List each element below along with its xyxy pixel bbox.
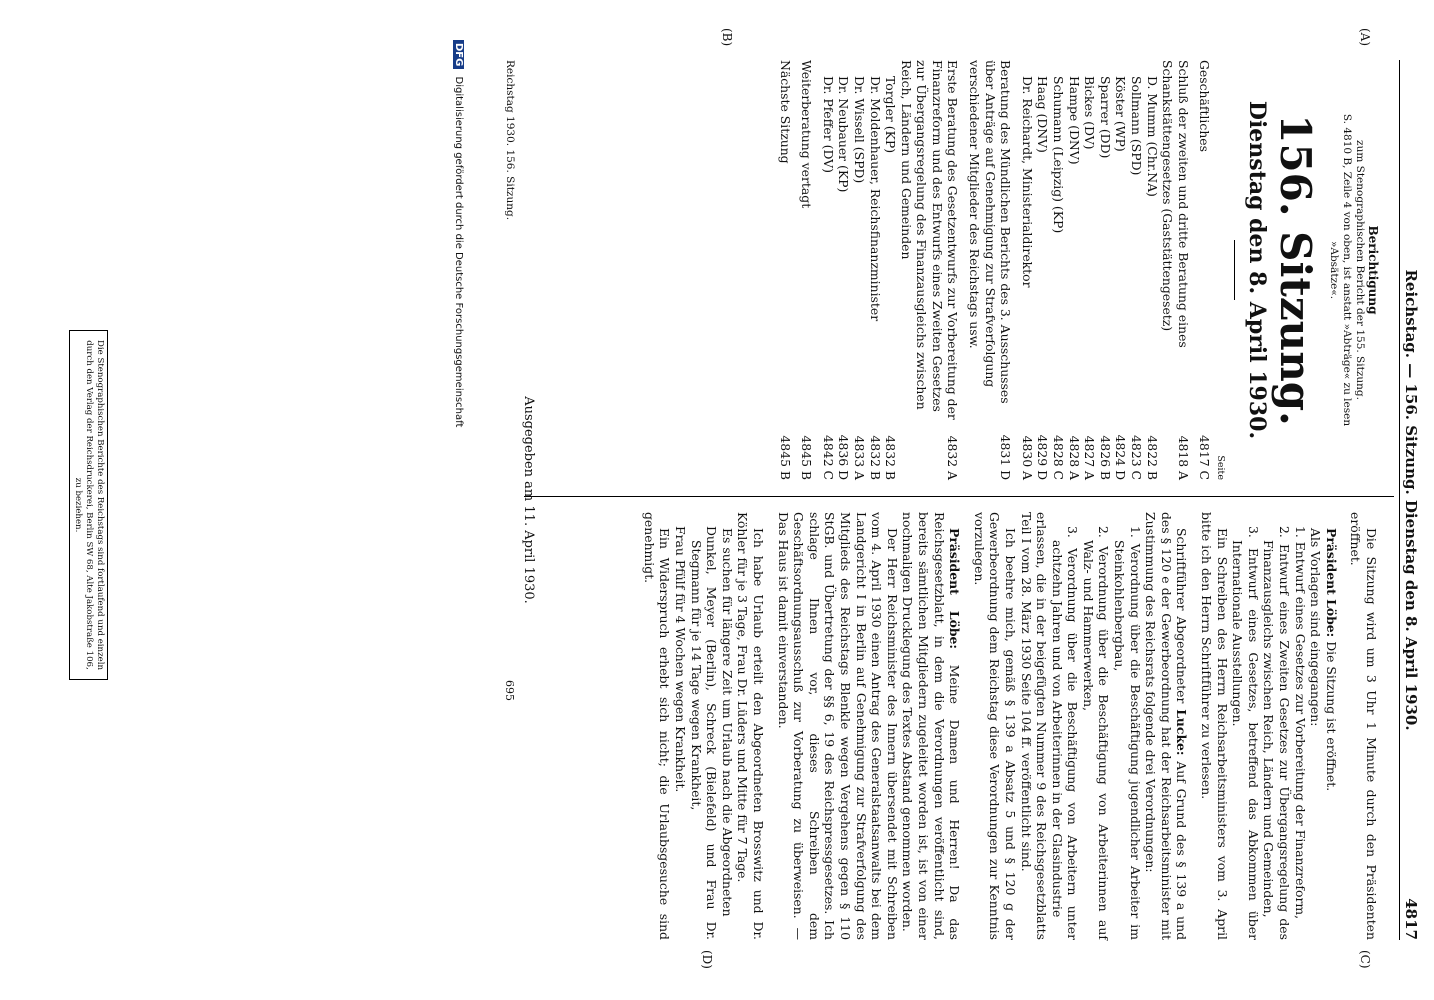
dfg-logo: DFG xyxy=(453,40,464,69)
agenda-item-page: 4818 A xyxy=(1175,435,1191,480)
agenda-item-page: 4817 C xyxy=(1197,435,1213,480)
speaker-name: Präsident Löbe: xyxy=(1323,528,1339,638)
agenda-item-text: Torgler (KP) xyxy=(883,76,899,154)
agenda-item-text: Sparrer (DD) xyxy=(1097,76,1113,159)
agenda-row xyxy=(777,60,793,480)
vorlage-item: 3. Entwurf eines Gesetzes, betreffend das Abkommen über Internationale Ausstellungen. xyxy=(1230,526,1261,940)
agenda-row xyxy=(1082,60,1098,480)
text-paragraph: Ein Widerspruch erhebt sich nicht; die Urlaubsgesuche sind genehmigt. xyxy=(641,512,673,940)
page-number-bottom: 695 xyxy=(503,680,516,701)
agenda-item-text: Dr. Neubauer (KP) xyxy=(836,76,852,193)
agenda-row xyxy=(851,60,867,480)
agenda-row xyxy=(799,60,815,480)
running-head-page-number: 4817 xyxy=(1402,898,1420,940)
agenda-row xyxy=(1019,60,1035,480)
text-paragraph: Ich beehre mich, gemäß § 139 a Absatz 5 und § 120 g der Gewerbeordnung dem Reichstag diese Verordnungen zur Kenntnis vorzulegen. xyxy=(971,512,1018,940)
agenda-row xyxy=(898,60,960,480)
running-head xyxy=(1399,60,1420,940)
agenda-item-page: 4830 A xyxy=(1019,435,1035,480)
agenda-item-page: 4845 B xyxy=(777,435,793,480)
agenda-item-page: 4832 B xyxy=(883,435,899,480)
left-footer: Reichstag 1930. 156. Sitzung. xyxy=(504,60,516,221)
agenda-row xyxy=(1144,60,1160,480)
agenda-item-text: Hampe (DNV) xyxy=(1066,76,1082,165)
verordnung-item: 2. Verordnung über die Beschäftigung von Arbeiterinnen auf Walz- und Hammerwerken, xyxy=(1080,526,1112,940)
urlaub-list xyxy=(672,512,719,940)
agenda-item-text: Dr. Wissell (SPD) xyxy=(851,76,867,184)
vorlage-item: 2. Entwurf eines Zweiten Gesetzes zur Übergangsregelung des Finanzausgleichs zwischen Reich, Ländern und Gemeinden, xyxy=(1261,526,1293,940)
text-paragraph: Ein Schreiben des Herrn Reichsarbeitsministers vom 3. April bitte ich den Herrn Schriftführer zu verlesen. xyxy=(1199,512,1230,940)
speaker-lead: Schriftführer Abgeordneter xyxy=(1174,528,1190,704)
agenda-item-text: Nächste Sitzung xyxy=(777,60,793,164)
agenda-row xyxy=(1197,60,1213,480)
agenda-item-page: 4828 A xyxy=(1066,435,1082,480)
agenda-item-text: Beratung des Mündlichen Berichts des 3. Ausschusses über Anträge auf Genehmigung zur Strafverfolgung verschiedener Mitglieder des Reichstags usw. xyxy=(967,60,1014,404)
agenda-list xyxy=(777,60,1212,480)
agenda-item-page: 4833 A xyxy=(851,435,867,480)
margin-letter-b: (B) xyxy=(720,28,734,47)
speaker-name: Präsident Löbe: xyxy=(947,528,963,649)
speech-paragraph xyxy=(900,512,962,940)
agenda-item-page: 4823 C xyxy=(1129,435,1145,480)
text-paragraph: Es suchen für längere Zeit um Urlaub nach die Abgeordneten xyxy=(719,528,735,917)
opening-paragraph: Die Sitzung wird um 3 Uhr 1 Minute durch den Präsidenten eröffnet. xyxy=(1348,512,1379,940)
vorlage-item: 1. Entwurf eines Gesetzes zur Vorbereitung der Finanzreform, xyxy=(1292,526,1308,920)
berichtigung-heading: Berichtigung xyxy=(1366,225,1380,315)
margin-letter-d: (D) xyxy=(700,950,714,969)
berichtigung-line: zum Stenographischen Bericht der 155. Sitzung. xyxy=(1354,140,1366,400)
agenda-item-page: 4824 D xyxy=(1113,434,1129,480)
agenda-row xyxy=(1050,60,1066,480)
verordnungen-list xyxy=(1049,512,1143,940)
berichtigung-line: S. 4810 B, Zeile 4 von oben, ist anstatt »Abträge« zu lesen xyxy=(1341,113,1353,427)
speech-text: Meine Damen und Herren! Da das Reichsgesetzblatt, in dem die Verordnungen veröffentlicht sind, bereits sämtlichen Mitgliedern zugeleitet worden ist, ist von einer nochmaligen Drucklegung des Textes Abstand genommen worden. xyxy=(900,512,963,940)
right-column xyxy=(641,512,1379,940)
agenda-item-text: Dr. Moldenhauer, Reichsfinanzminister xyxy=(867,76,883,322)
agenda-row xyxy=(1113,60,1129,480)
ausgegeben-line: Ausgegeben am 11. April 1930. xyxy=(521,396,536,604)
agenda-item-page: 4828 C xyxy=(1051,435,1067,480)
running-head-title: Reichstag. — 156. Sitzung. Dienstag den 8. April 1930. xyxy=(1402,269,1420,731)
margin-letter-a: (A) xyxy=(1358,28,1372,47)
title-rule xyxy=(1234,240,1235,300)
agenda-row xyxy=(1097,60,1113,480)
verordnung-item: 3. Verordnung über die Beschäftigung von Arbeitern unter achtzehn Jahren und von Arbeiterinnen in der Glasindustrie xyxy=(1049,526,1081,940)
left-column xyxy=(777,60,1379,480)
agenda-item-text: Schluß der zweiten und dritte Beratung eines Schankstättengesetzes (Gaststättengesetz) xyxy=(1160,60,1191,348)
agenda-row xyxy=(1160,60,1191,480)
berichtigung xyxy=(1327,60,1379,480)
berichtigung-line: »Absätze«. xyxy=(1328,240,1340,300)
agenda-item-text: Weiterberatung vertagt xyxy=(799,60,815,209)
speech-paragraph xyxy=(1323,512,1339,940)
agenda-row xyxy=(967,60,1014,480)
vorlagen-list xyxy=(1230,512,1308,940)
agenda-item-page: 4842 C xyxy=(820,435,836,480)
publisher-notice: Die Stenographischen Berichte des Reichstags sind fortlaufend und einzeln durch den Verlag der Reichsdruckerei, Berlin SW 68, Alte Jakobstraße 106, zu beziehen. xyxy=(69,330,108,680)
digitization-credit xyxy=(453,40,464,960)
agenda-item-page: 4845 B xyxy=(799,435,815,480)
speech-text: Auf Grund des § 139 a und des § 120 e der Gewerbeordnung hat der Reichsarbeitsminister mit Zustimmung des Reichsrats folgende drei Verordnungen: xyxy=(1143,512,1190,940)
agenda-item-page: 4829 D xyxy=(1035,434,1051,480)
agenda-item-text: Geschäftliches xyxy=(1197,60,1213,152)
agenda-item-page: 4831 D xyxy=(998,434,1014,480)
column-divider xyxy=(524,496,1394,497)
agenda-item-page: 4832 A xyxy=(945,435,961,480)
agenda-item-text: Dr. Pfeffer (DV) xyxy=(820,76,836,173)
verordnung-item: 1. Verordnung über die Beschäftigung jugendlicher Arbeiter im Steinkohlenbergbau, xyxy=(1112,526,1143,940)
session-date: Dienstag den 8. April 1930. xyxy=(1244,100,1270,440)
agenda-item-page: 4836 D xyxy=(836,434,852,480)
agenda-item-text: Dr. Reichardt, Ministerialdirektor xyxy=(1019,76,1035,288)
agenda-item-text: Schumann (Leipzig) (KP) xyxy=(1051,76,1067,234)
vorlagen-intro: Als Vorlagen sind eingegangen: xyxy=(1308,528,1324,727)
agenda-item-page: 4822 B xyxy=(1144,435,1160,480)
agenda-row xyxy=(1066,60,1082,480)
agenda-row xyxy=(820,60,836,480)
agenda-item-text: Sollmann (SPD) xyxy=(1129,76,1145,176)
urlaub-item: Frau Pfülf für 4 Wochen wegen Krankheit. xyxy=(673,526,689,793)
session-title: 156. Sitzung. xyxy=(1271,114,1320,426)
agenda-row xyxy=(1128,60,1144,480)
urlaub-item: Dunkel, Meyer (Berlin), Schreck (Bielefeld) und Frau Dr. Stegmann für je 14 Tage wegen Krankheit, xyxy=(688,526,720,940)
agenda-item-page: 4827 A xyxy=(1082,435,1098,480)
agenda-item-text: Bickes (DV) xyxy=(1082,76,1098,150)
speech-paragraph xyxy=(1143,512,1190,940)
margin-letter-c: (C) xyxy=(1358,950,1372,969)
agenda-item-text: Haag (DNV) xyxy=(1035,76,1051,153)
agenda-row xyxy=(1035,60,1051,480)
text-paragraph: Ich habe Urlaub erteilt den Abgeordneten Brosswitz und Dr. Köhler für je 3 Tage, Frau Dr. Lüders und Mitte für 7 Tage. xyxy=(735,512,767,940)
agenda-item-text: Erste Beratung des Gesetzentwurfs zur Vorbereitung der Finanzreform und des Entwurfs eines Zweiten Gesetzes zur Übergangsregelung des Finanzausgleichs zwischen Reich, Ländern und Gemeinden xyxy=(898,60,961,420)
text-paragraph: Der Herr Reichsminister des Innern übersendet mit Schreiben vom 4. April 1930 einen Antrag des Generalstaatsanwalts bei dem Landgericht I in Berlin auf Genehmigung zur Strafverfolgung des Mitglieds des Reichstags Blenkle wegen Vergehens gegen § 110 StGB. und Übertretung der §§ 6, 19 des Reichspressgesetzes. Ich schlage Ihnen vor, dieses Schreiben dem Geschäftsordnungsausschuß zur Vorberatung zu überweisen. — Das Haus ist damit einverstanden. xyxy=(775,512,900,940)
agenda-row xyxy=(883,60,899,480)
agenda-row xyxy=(836,60,852,480)
agenda-item-page: 4832 B xyxy=(867,435,883,480)
agenda-item-text: D. Mumm (Chr.NA) xyxy=(1144,76,1160,197)
text-paragraph: erlassen, die in der beigefügten Nummer 9 des Reichsgesetzblatts Teil I vom 28. März 1930 Seite 104 ff. veröffentlicht sind. xyxy=(1018,512,1050,940)
agenda-row xyxy=(867,60,883,480)
speech-text: Die Sitzung ist eröffnet. xyxy=(1323,641,1339,792)
seite-label: Seite xyxy=(1215,455,1226,480)
agenda-item-page: 4826 B xyxy=(1097,435,1113,480)
digitization-text: Digitalisierung gefördert durch die Deutsche Forschungsgemeinschaft xyxy=(453,76,464,428)
agenda-item-text: Köster (WP) xyxy=(1113,76,1129,152)
speaker-name: Lucke: xyxy=(1174,709,1190,756)
